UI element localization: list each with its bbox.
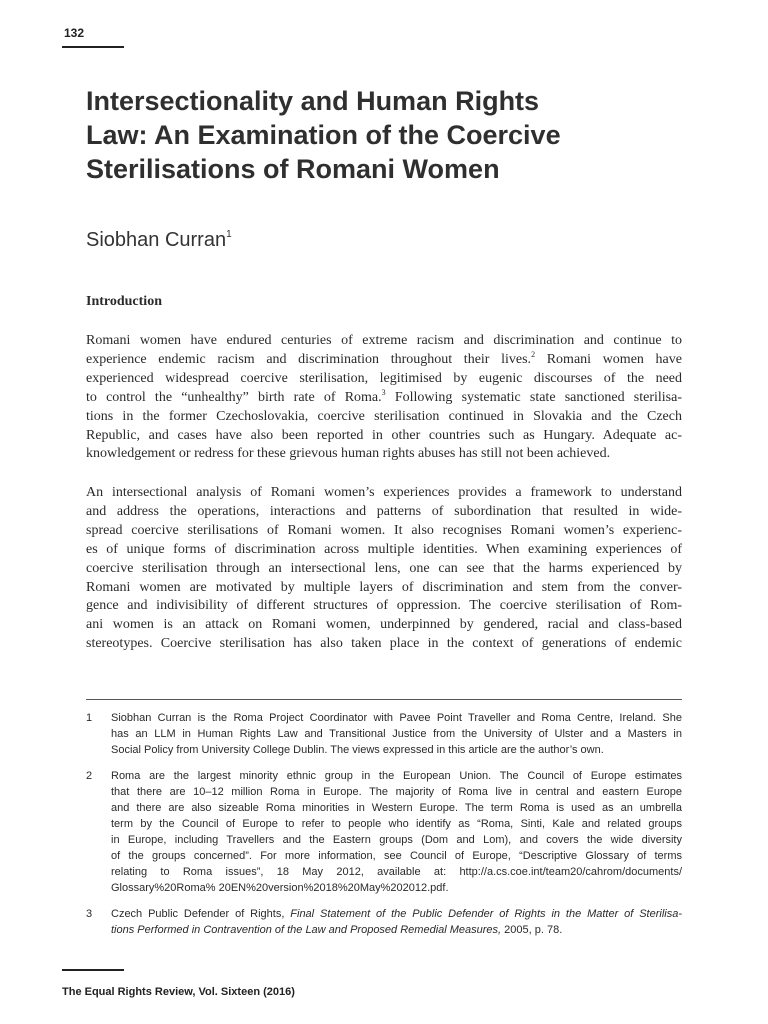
- author-byline: [86, 229, 232, 252]
- footnote-3: [86, 906, 682, 938]
- footnote-1: [86, 710, 682, 758]
- footer-rule: [62, 969, 124, 971]
- footnote-number: 3: [86, 908, 93, 920]
- author-name: Siobhan Curran: [86, 229, 227, 251]
- section-heading: Introduction: [86, 294, 162, 309]
- text-line: An intersectional analysis of Romani women’s experiences provides a framework to understand: [86, 485, 682, 500]
- paragraph-1: [86, 332, 682, 464]
- footnote-line: tions Performed in Contravention of the Law and Proposed Remedial Measures, 2005, p. 78.: [111, 924, 563, 936]
- text-line: coercive sterilisation through an intersectional lens, one can see that the harms experienced by: [86, 560, 682, 576]
- text-line: Romani women have endured centuries of extreme racism and discrimination and continue to: [86, 333, 682, 348]
- running-footer: The Equal Rights Review, Vol. Sixteen (2016): [62, 986, 295, 998]
- author-footnote-marker: 1: [226, 229, 232, 240]
- footnote-text: [111, 906, 682, 938]
- text-line: to control the “unhealthy” birth rate of Roma.$^3$ Following systematic state sanctioned sterilisa-: [86, 387, 682, 405]
- text-line: tions in the former Czechoslovakia, coercive sterilisation continued in Slovakia and the Czech: [86, 408, 682, 424]
- footnote-line: Social Policy from University College Dublin. The views expressed in this article are the author’s own.: [111, 744, 604, 756]
- footnote-rule: [86, 699, 682, 700]
- text-line: Romani women are motivated by multiple layers of discrimination and stem from the conver-: [86, 579, 682, 595]
- paragraph-2: [86, 484, 682, 654]
- text-line: ani women is an attack on Romani women, underpinned by gendered, racial and class-based: [86, 617, 682, 633]
- footnote-line: of the groups concerned”. For more information, see Council of Europe, “Descriptive Glossary of terms: [111, 850, 682, 862]
- text-line: experienced widespread coercive sterilisation, legitimised by eugenic discourses of the need: [86, 370, 682, 386]
- footnote-line: Glossary%20Roma% 20EN%20version%2018%20May%202012.pdf.: [111, 882, 449, 894]
- footnote-number: 2: [86, 770, 93, 782]
- text-line: es of unique forms of discrimination across multiple identities. When examining experiences of: [86, 541, 682, 557]
- footnote-line: and there are also sizeable Roma minorities in Western Europe. The term Roma is used as an umbrella: [111, 802, 682, 814]
- footnote-line: that there are 10–12 million Roma in Europe. The majority of Roma live in central and eastern Europe: [111, 786, 682, 798]
- article-title: [86, 84, 686, 186]
- text-line: Republic, and cases have also been reported in other countries such as Hungary. Adequate ac-: [86, 427, 682, 443]
- title-line: Sterilisations of Romani Women: [86, 154, 500, 184]
- title-line: Intersectionality and Human Rights: [86, 86, 540, 116]
- text-line: knowledgement or redress for these grievous human rights abuses has still not been achieved.: [86, 446, 611, 462]
- header-rule: [62, 46, 124, 48]
- footnote-line: Roma are the largest minority ethnic group in the European Union. The Council of Europe estimates: [111, 770, 682, 782]
- text-line: experience endemic racism and discrimination throughout their lives.$^2$ Romani women have: [86, 349, 682, 367]
- footnotes: [86, 710, 682, 948]
- footnote-line: Siobhan Curran is the Roma Project Coordinator with Pavee Point Traveller and Roma Centre, Ireland. She: [111, 712, 682, 724]
- footnote-text: [111, 768, 682, 896]
- footnote-marker: 2: [531, 349, 536, 359]
- title-line: Law: An Examination of the Coercive: [86, 120, 561, 150]
- text-line: stereotypes. Coercive sterilisation has also taken place in the context of generations of endemic: [86, 636, 682, 652]
- footnote-line: term by the Council of Europe to refer to people who identify as “Roma, Sinti, Kale and related groups: [111, 818, 682, 830]
- page-number: 132: [64, 26, 85, 40]
- footnote-line: relating to Roma issues”, 18 May 2012, available at: http://a.cs.coe.int/team20/cahrom/documents/: [111, 866, 682, 878]
- text-line: spread coercive sterilisations of Romani women. It also recognises Romani women’s experienc-: [86, 522, 682, 538]
- footnote-2: [86, 768, 682, 896]
- footnote-number: 1: [86, 712, 93, 724]
- text-line: and address the operations, interactions and patterns of subordination that resulted in wide-: [86, 503, 682, 519]
- footnote-marker: 3: [381, 387, 386, 397]
- footnote-line: has an LLM in Human Rights Law and Transitional Justice from the University of Ulster and a Masters in: [111, 728, 682, 740]
- text-line: gence and indivisibility of different structures of oppression. The coercive sterilisation of Rom-: [86, 598, 682, 614]
- footnote-text: [111, 710, 682, 758]
- footnote-line: in Europe, including Travellers and the Eastern groups (Dom and Lom), and covers the wide diversity: [111, 834, 682, 846]
- footnote-line: Czech Public Defender of Rights, Final Statement of the Public Defender of Rights in the Matter of Sterilisa-: [111, 908, 683, 920]
